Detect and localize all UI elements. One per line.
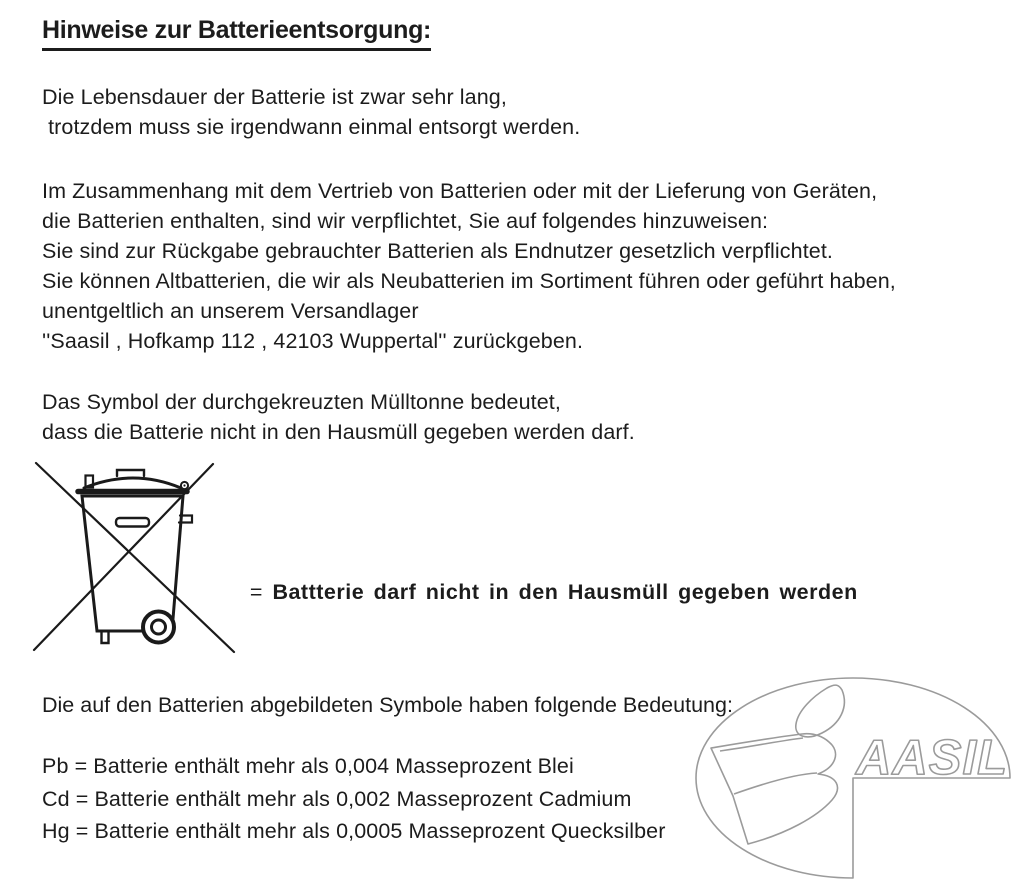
return-address-line: ''Saasil , Hofkamp 112 , 42103 Wuppertal'' zurückgeben. (42, 329, 584, 353)
bin-slot (116, 518, 149, 527)
text-line: Sie können Altbatterien, die wir als Neubatterien im Sortiment führen oder geführt haben, (42, 269, 896, 293)
page-title: Hinweise zur Batterieentsorgung: (42, 16, 431, 51)
equals-sign: = (249, 580, 273, 604)
intro-paragraph (42, 82, 580, 142)
bin-lid-handle (117, 470, 144, 476)
text-line: Im Zusammenhang mit dem Vertrieb von Batterien oder mit der Lieferung von Geräten, (42, 179, 878, 203)
substance-line-pb: Pb = Batterie enthält mehr als 0,004 Masseprozent Blei (42, 754, 574, 778)
bin-foot (102, 631, 109, 643)
logo-glyph-fold-line (734, 773, 817, 794)
bin-lid-dome (84, 478, 181, 488)
substance-line-cd: Cd = Batterie enthält mehr als 0,002 Masseprozent Cadmium (42, 786, 632, 811)
text-line: Die Lebensdauer der Batterie ist zwar sehr lang, (42, 85, 507, 109)
watermark-outline-group (696, 678, 1010, 878)
obligation-paragraph (42, 176, 896, 356)
substance-line-hg: Hg = Batterie enthält mehr als 0,0005 Masseprozent Quecksilber (42, 819, 666, 843)
logo-glyph-petal (796, 685, 845, 737)
saasil-logo-watermark (690, 660, 1017, 892)
text-line: Sie sind zur Rückgabe gebrauchter Batterien als Endnutzer gesetzlich verpflichtet. (42, 239, 833, 263)
bin-caption-text: Battterie darf nicht in den Hausmüll gegeben werden (272, 580, 858, 604)
text-line: trotzdem muss sie irgendwann einmal entsorgt werden. (42, 115, 581, 139)
text-line: unentgeltlich an unserem Versandlager (42, 299, 419, 323)
substance-list (42, 750, 665, 848)
logo-brand-text: AASIL (856, 731, 1008, 785)
bin-caption (212, 547, 858, 637)
symbol-meaning-paragraph (42, 387, 635, 447)
text-line: die Batterien enthalten, sind wir verpflichtet, Sie auf folgendes hinzuweisen: (42, 209, 769, 233)
bin-lid-knob-dot (183, 484, 185, 486)
crossed-out-wheelie-bin-icon (28, 457, 240, 663)
bin-body (82, 496, 183, 631)
bin-wheel (143, 612, 174, 643)
symbols-intro-line: Die auf den Batterien abgebildeten Symbole haben folgende Bedeutung: (42, 693, 733, 717)
text-line: Das Symbol der durchgekreuzten Mülltonne bedeutet, (42, 390, 561, 414)
text-line: dass die Batterie nicht in den Hausmüll gegeben werden darf. (42, 420, 635, 444)
